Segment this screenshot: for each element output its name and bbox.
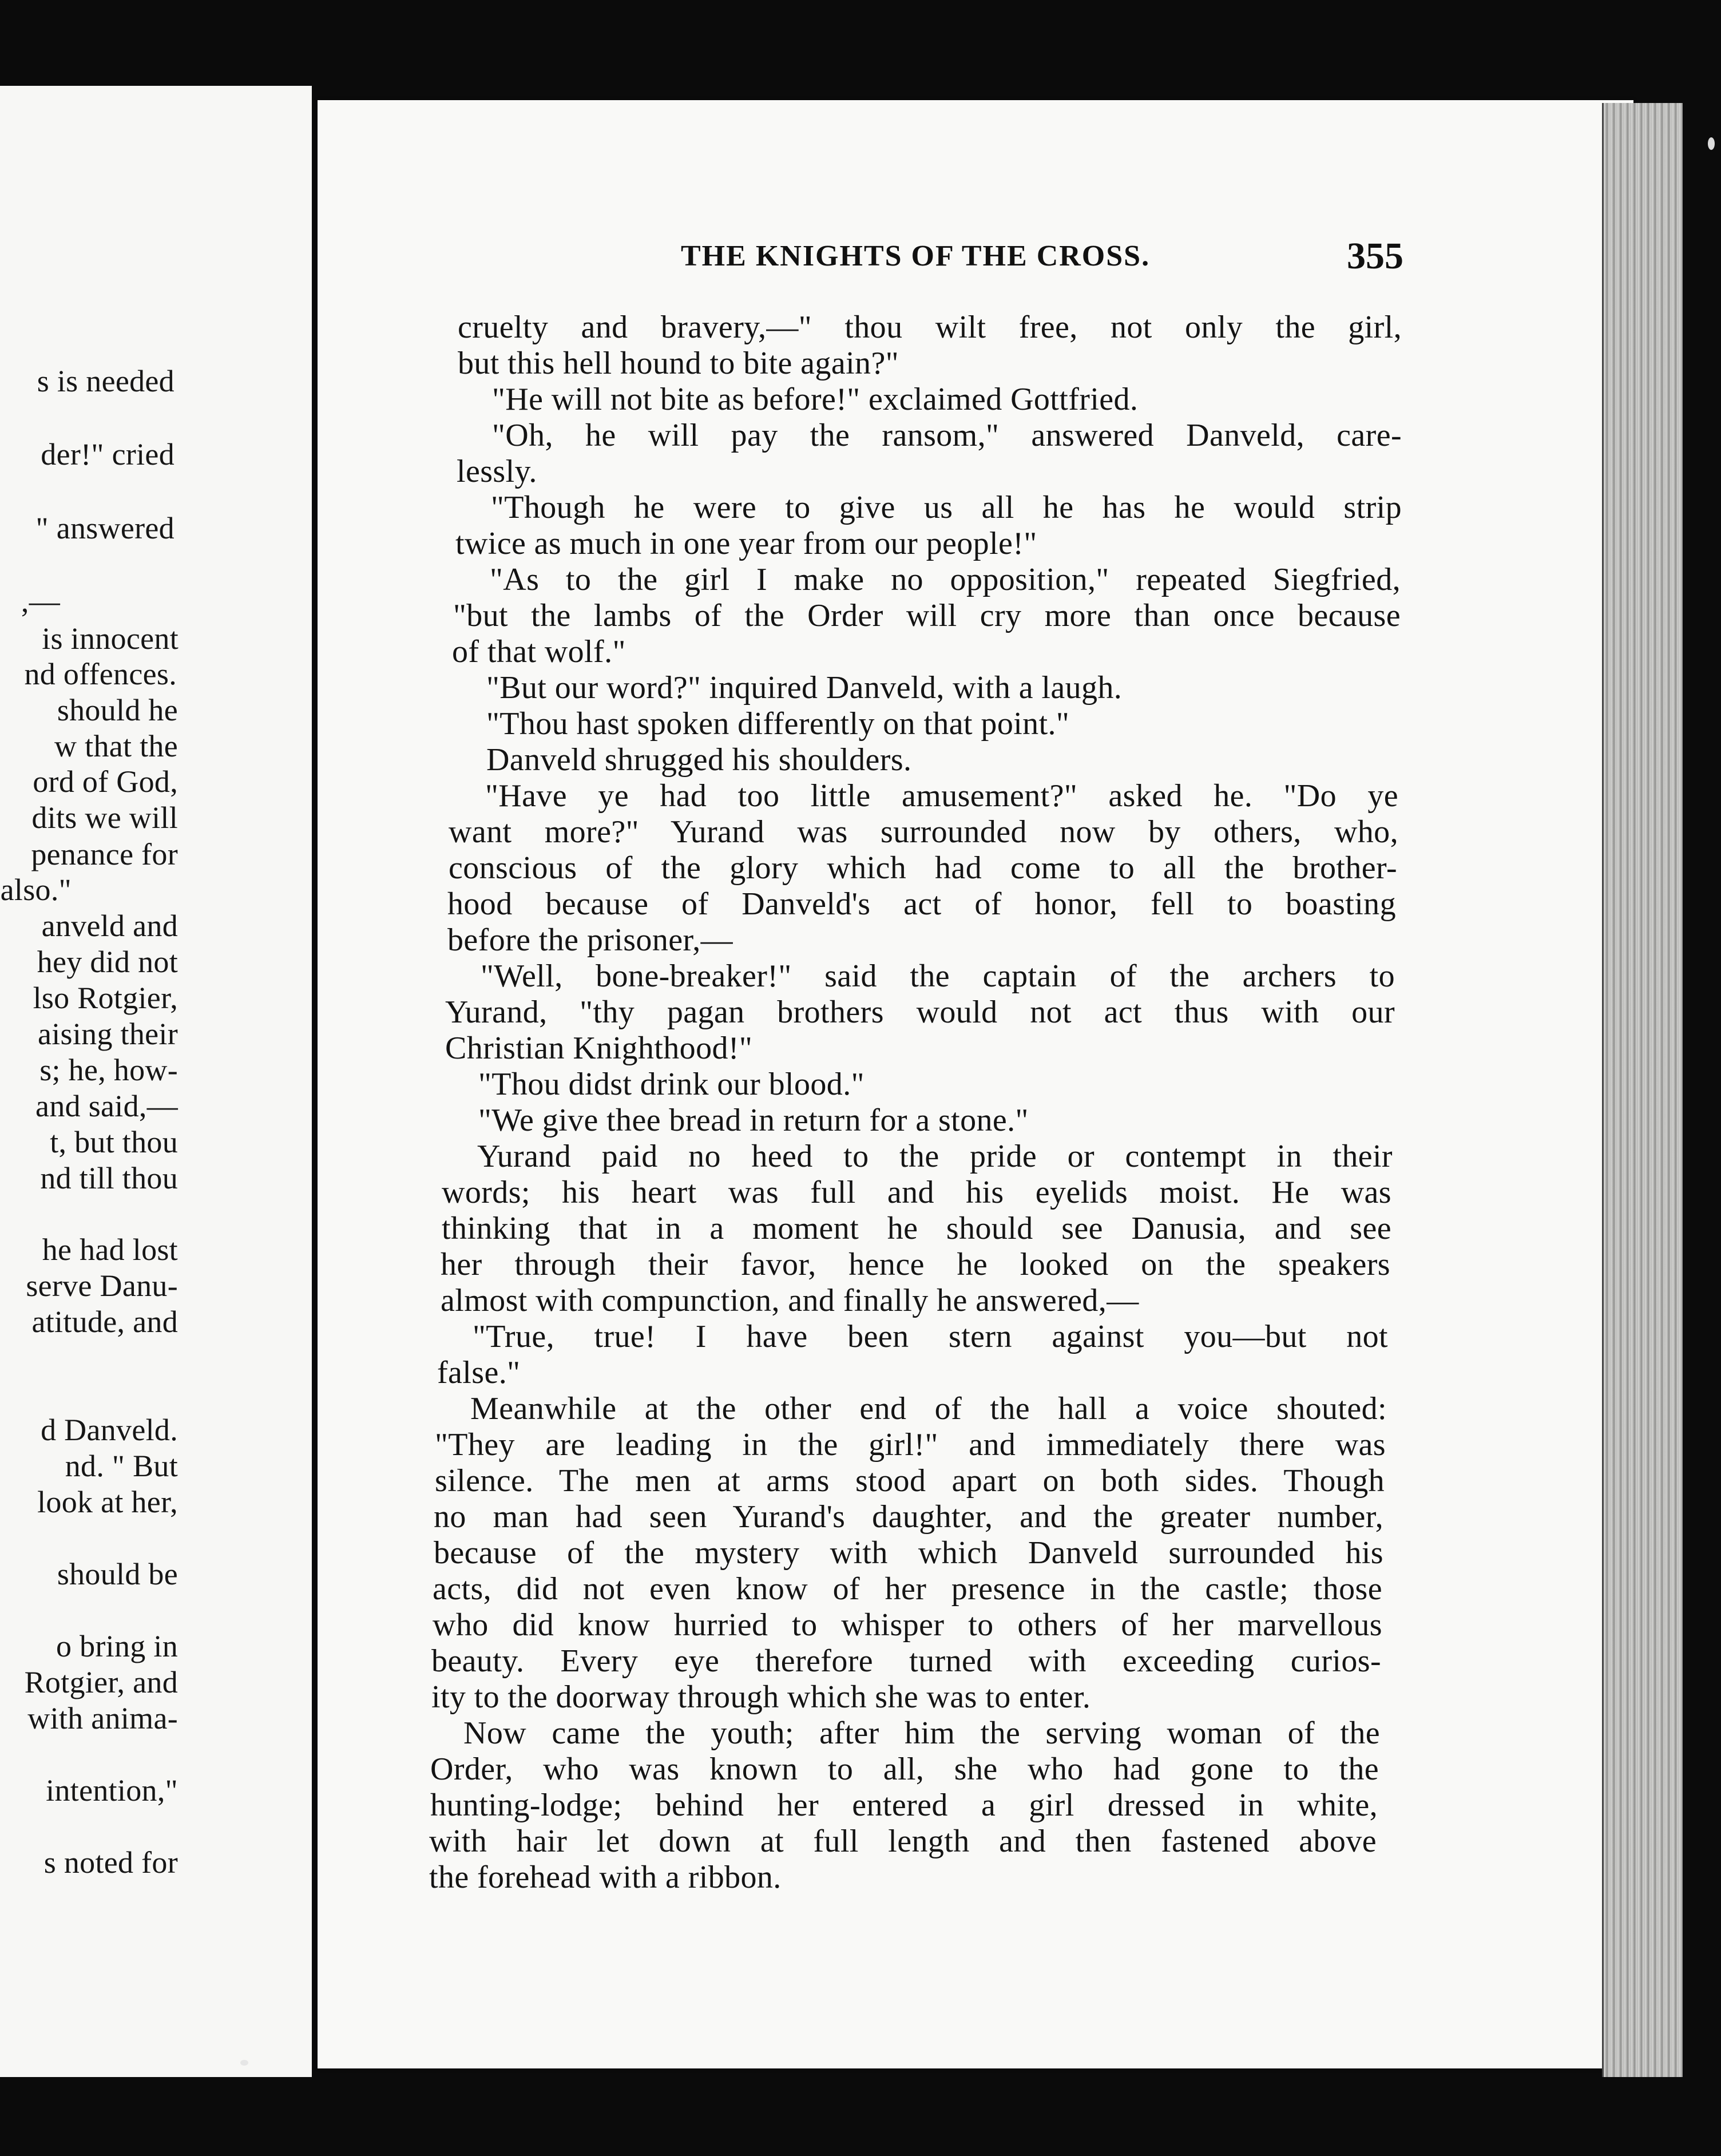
text-line: thinking that in a moment he should see Danusia, and see (442, 1211, 1391, 1246)
left-page-line: nd. " But (65, 1449, 178, 1483)
left-page-line: lso Rotgier, (33, 981, 178, 1015)
left-page-line: and said,— (35, 1089, 178, 1123)
text-line: "Oh, he will pay the ransom," answered Danveld, care- (492, 418, 1402, 453)
left-page-line: Rotgier, and (24, 1665, 178, 1699)
text-line: "He will not bite as before!" exclaimed Gottfried. (492, 382, 1139, 417)
text-line: conscious of the glory which had come to all the brother- (449, 850, 1397, 886)
text-line: "We give thee bread in return for a stone." (478, 1103, 1029, 1138)
left-page-line: o bring in (56, 1629, 178, 1663)
left-page-line: aising their (37, 1017, 178, 1051)
text-line: lessly. (457, 454, 537, 489)
text-line: "Though he were to give us all he has he would strip (491, 490, 1402, 525)
text-line: "As to the girl I make no opposition," repeated Siegfried, (490, 562, 1401, 597)
text-line: her through their favor, hence he looked on the speakers (441, 1247, 1390, 1282)
text-line: almost with compunction, and finally he answered,— (441, 1283, 1139, 1318)
left-page-line: dits we will (31, 800, 178, 835)
text-line: Yurand paid no heed to the pride or contempt in their (477, 1139, 1393, 1174)
left-page-line: nd till thou (40, 1161, 178, 1195)
text-line: ity to the doorway through which she was to enter. (431, 1679, 1091, 1715)
left-page-line: also." (0, 873, 72, 907)
text-line: "But our word?" inquired Danveld, with a laugh. (486, 670, 1123, 706)
text-line: words; his heart was full and his eyelids moist. He was (442, 1175, 1391, 1210)
text-line: "but the lambs of the Order will cry more than once because (453, 598, 1401, 633)
text-line: acts, did not even know of her presence in the castle; those (433, 1571, 1382, 1607)
text-line: because of the mystery with which Danveld surrounded his (434, 1535, 1383, 1571)
scan-speck (240, 2060, 248, 2066)
left-page-line: nd offences. (24, 657, 177, 691)
text-line: "Thou didst drink our blood." (478, 1067, 865, 1102)
left-page-line: penance for (31, 837, 178, 871)
text-line: "Well, bone-breaker!" said the captain of the archers to (481, 958, 1395, 994)
text-line: hood because of Danveld's act of honor, fell to boasting (447, 886, 1396, 922)
left-page-line: " answered (35, 511, 175, 545)
text-line: no man had seen Yurand's daughter, and the greater number, (434, 1499, 1383, 1535)
text-line: Christian Knighthood!" (445, 1031, 753, 1066)
left-page-line: der!" cried (41, 437, 175, 471)
left-page-line: atitude, and (31, 1305, 178, 1339)
text-line: cruelty and bravery,—" thou wilt free, not only the girl, (458, 310, 1402, 345)
text-line: of that wolf." (452, 634, 626, 669)
left-page-line: serve Danu- (26, 1269, 178, 1303)
text-line: but this hell hound to bite again?" (458, 346, 899, 381)
left-page-line: ord of God, (33, 764, 178, 799)
page-number: 355 (1347, 235, 1403, 277)
left-page-line: intention," (46, 1773, 178, 1808)
left-page-line: he had lost (42, 1232, 178, 1267)
text-line: twice as much in one year from our people!" (455, 526, 1037, 561)
scan-speck (1708, 137, 1715, 150)
left-page-line: s; he, how- (39, 1053, 178, 1087)
left-page-line: ,— (21, 584, 60, 619)
text-line: hunting-lodge; behind her entered a girl dressed in white, (430, 1788, 1378, 1823)
text-line: with hair let down at full length and then fastened above (429, 1824, 1377, 1859)
text-line: Now came the youth; after him the serving woman of the (463, 1715, 1380, 1751)
text-line: "True, true! I have been stern against you—but not (473, 1319, 1388, 1354)
text-line: Meanwhile at the other end of the hall a voice shouted: (470, 1391, 1387, 1426)
running-title: THE KNIGHTS OF THE CROSS. (681, 240, 1151, 272)
left-page-line: s is needed (37, 364, 175, 398)
text-line: "Have ye had too little amusement?" asked he. "Do ye (485, 778, 1398, 814)
left-page-line: w that the (54, 729, 178, 763)
left-page-line: should be (57, 1557, 178, 1591)
left-page-line: anveld and (41, 909, 178, 943)
text-line: silence. The men at arms stood apart on both sides. Though (435, 1463, 1385, 1499)
text-line: "Thou hast spoken differently on that point." (486, 706, 1070, 742)
text-line: who did know hurried to whisper to others of her marvellous (433, 1607, 1382, 1643)
text-line: Order, who was known to all, she who had gone to the (430, 1751, 1379, 1787)
left-page-line: look at her, (37, 1485, 178, 1519)
text-line: Danveld shrugged his shoulders. (486, 742, 912, 778)
text-line: false." (437, 1355, 521, 1390)
text-line: the forehead with a ribbon. (429, 1860, 782, 1895)
text-line: before the prisoner,— (447, 922, 733, 958)
text-line: want more?" Yurand was surrounded now by others, who, (449, 814, 1398, 850)
left-page-line: should he (57, 693, 178, 727)
text-line: "They are leading in the girl!" and immediately there was (435, 1427, 1386, 1463)
left-page-line: s noted for (43, 1845, 178, 1880)
left-page-line: d Danveld. (41, 1413, 178, 1447)
left-page-line: hey did not (37, 945, 178, 979)
left-page-line: with anima- (27, 1701, 178, 1735)
text-line: Yurand, "thy pagan brothers would not act thus with our (445, 994, 1395, 1030)
text-line: beauty. Every eye therefore turned with exceeding curios- (431, 1643, 1381, 1679)
left-page-line: t, but thou (50, 1125, 178, 1159)
left-page-line: is innocent (42, 621, 179, 656)
